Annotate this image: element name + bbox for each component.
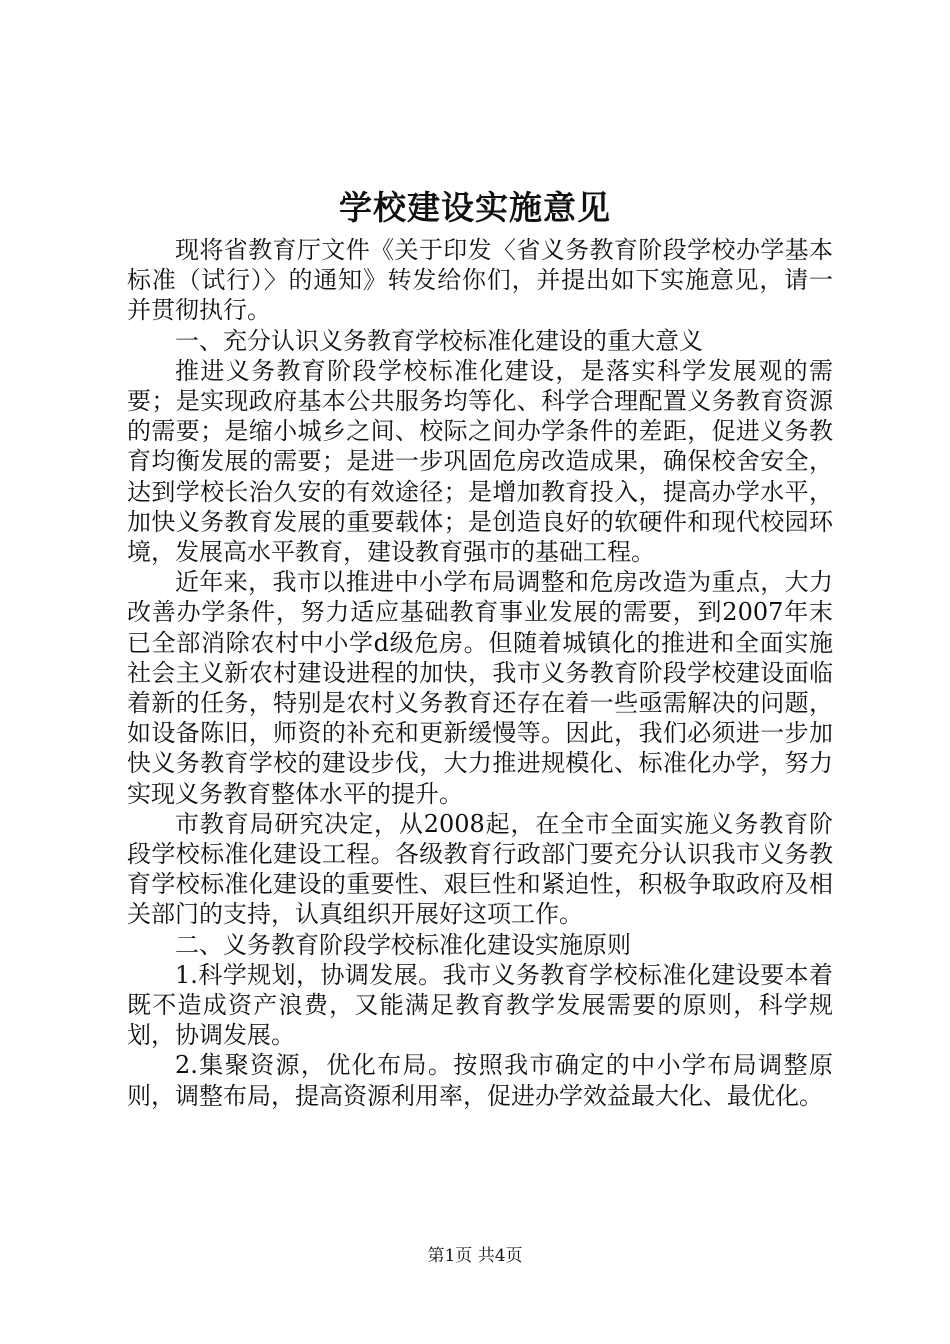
- document-title: 学校建设实施意见: [339, 188, 611, 227]
- section-heading-1: 一、充分认识义务教育学校标准化建设的重大意义: [175, 326, 703, 355]
- page-number-footer: 第1页 共4页: [427, 1246, 523, 1266]
- document-body: [127, 235, 833, 1111]
- principle-1: 1.科学规划，协调发展。我市义务教育学校标准化建设要本着既不造成资产浪费，又能满足教育教学发展需要的原则，科学规划，协调发展。: [127, 960, 833, 1050]
- paragraph-significance: 推进义务教育阶段学校标准化建设，是落实科学发展观的需要；是实现政府基本公共服务均等化、科学合理配置义务教育资源的需要；是缩小城乡之间、校际之间办学条件的差距，促进义务教育均衡发展的需要；是进一步巩固危房改造成果，确保校舍安全，达到学校长治久安的有效途径；是增加教育投入，提高办学水平，加快义务教育发展的重要载体；是创造良好的软硬件和现代校园环境，发展高水平教育，建设教育强市的基础工程。: [127, 356, 833, 567]
- paragraph-recent-years: 近年来，我市以推进中小学布局调整和危房改造为重点，大力改善办学条件，努力适应基础教育事业发展的需要，到2007年末已全部消除农村中小学d级危房。但随着城镇化的推进和全面实施社会主义新农村建设进程的加快，我市义务教育阶段学校建设面临着新的任务，特别是农村义务教育还存在着一些亟需解决的问题，如设备陈旧，师资的补充和更新缓慢等。因此，我们必须进一步加快义务教育学校的建设步伐，大力推进规模化、标准化办学，努力实现义务教育整体水平的提升。: [127, 568, 833, 808]
- section-heading-2: 二、义务教育阶段学校标准化建设实施原则: [175, 930, 631, 959]
- paragraph-decision: 市教育局研究决定，从2008起，在全市全面实施义务教育阶段学校标准化建设工程。各级教育行政部门要充分认识我市义务教育学校标准化建设的重要性、艰巨性和紧迫性，积极争取政府及相关部门的支持，认真组织开展好这项工作。: [127, 809, 833, 929]
- principle-2: 2.集聚资源，优化布局。按照我市确定的中小学布局调整原则，调整布局，提高资源利用率，促进办学效益最大化、最优化。: [127, 1051, 833, 1110]
- paragraph-intro: 现将省教育厅文件《关于印发〈省义务教育阶段学校办学基本标准（试行）〉的通知》转发给你们，并提出如下实施意见，请一并贯彻执行。: [127, 236, 833, 325]
